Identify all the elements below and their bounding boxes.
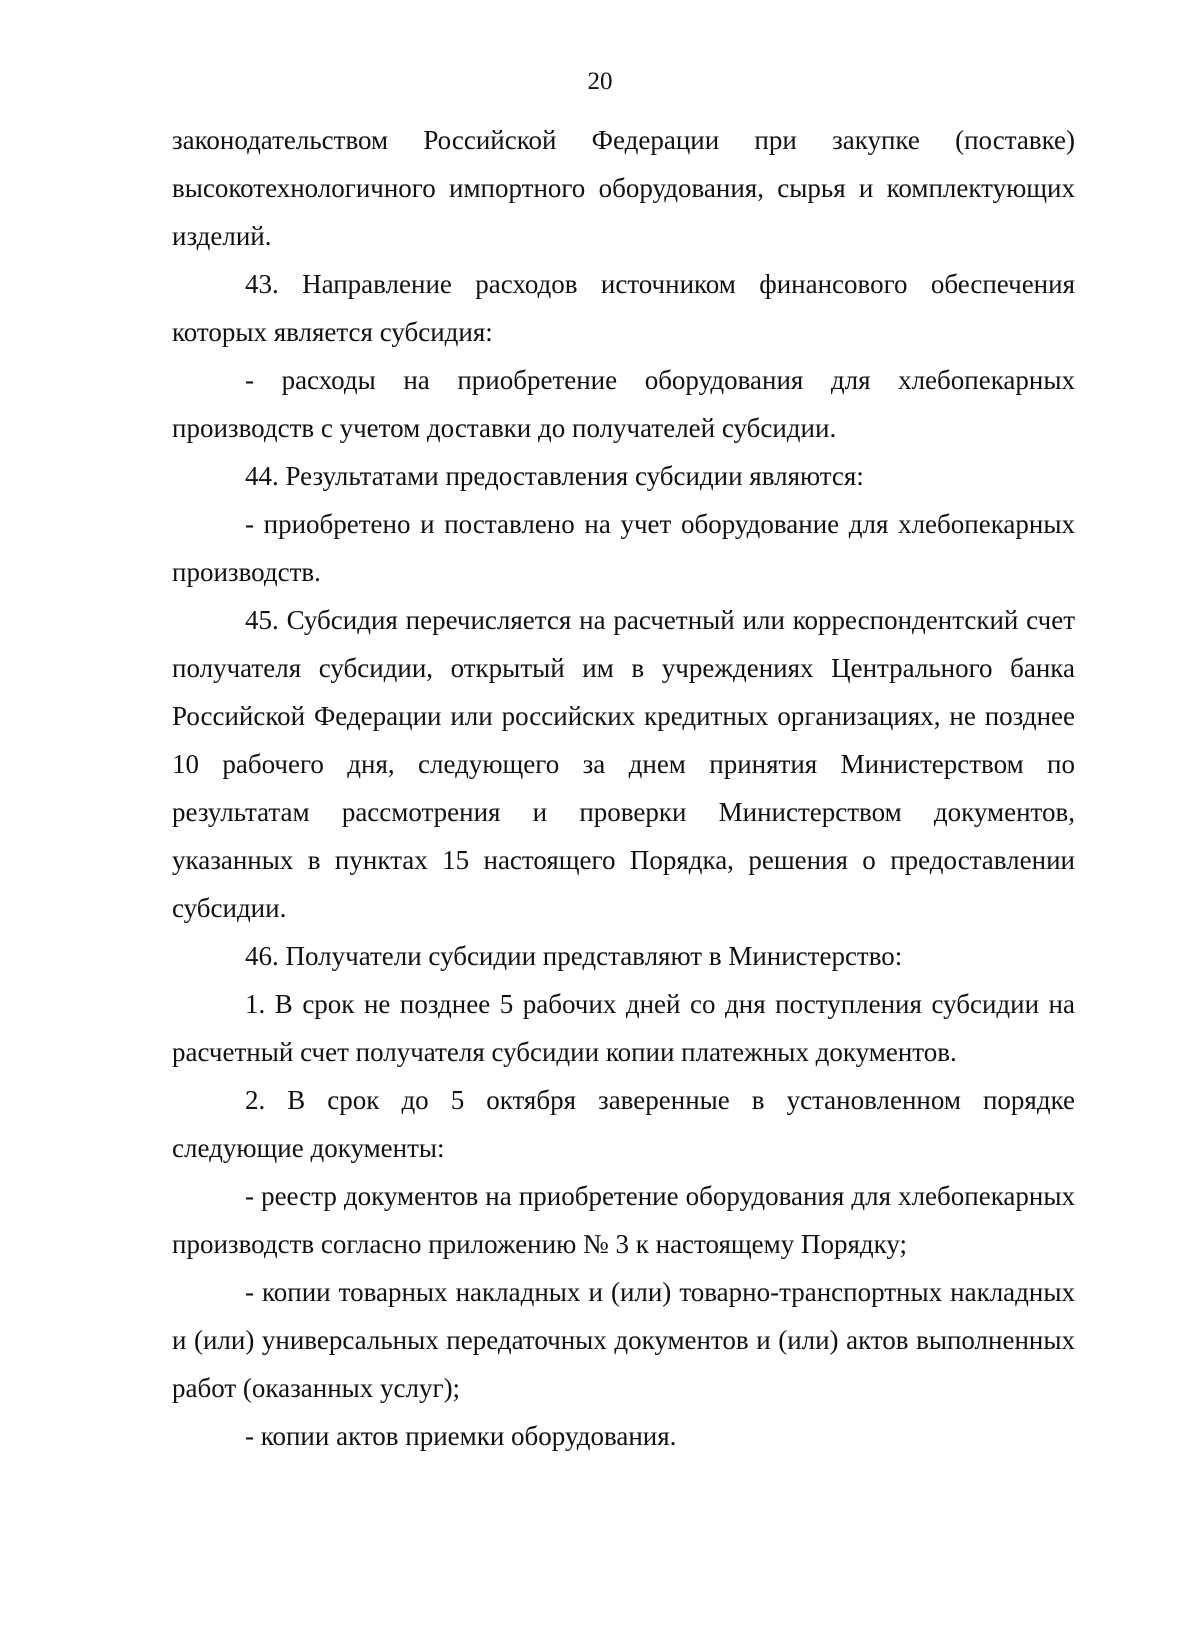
paragraph-item-45: 45. Субсидия перечисляется на расчетный или корреспондентский счет получателя субсидии, открытый им в учреждениях Центрального банка Российской Федерации или российских кредитных организациях, не позднее 10 рабочего дня, следующего за днем принятия Министерством по результатам рассмотрения и проверки Министерством документов, указанных в пунктах 15 настоящего Порядка, решения о предоставлении субсидии.: [172, 605, 1075, 923]
paragraph-item-44: 44. Результатами предоставления субсидии являются:: [245, 461, 864, 491]
paragraph-item-46-1: 1. В срок не позднее 5 рабочих дней со дня поступления субсидии на расчетный счет получателя субсидии копии платежных документов.: [172, 989, 1075, 1067]
document-body: [172, 116, 1075, 1460]
paragraph-item-46: 46. Получатели субсидии представляют в Министерство:: [245, 941, 903, 971]
paragraph-item-43: 43. Направление расходов источником финансового обеспечения которых является субсидия:: [172, 269, 1075, 347]
paragraph-item-43-bullet: - расходы на приобретение оборудования для хлебопекарных производств с учетом доставки до получателей субсидии.: [172, 365, 1075, 443]
page-number: 20: [587, 68, 613, 95]
paragraph-item-46-2-bullet-acceptance: - копии актов приемки оборудования.: [245, 1421, 677, 1451]
paragraph-item-46-2-bullet-registry: - реестр документов на приобретение оборудования для хлебопекарных производств согласно приложению № 3 к настоящему Порядку;: [172, 1181, 1075, 1259]
paragraph-continuation: законодательством Российской Федерации при закупке (поставке) высокотехнологичного импортного оборудования, сырья и комплектующих изделий.: [172, 125, 1075, 251]
paragraph-item-46-2-bullet-invoices: - копии товарных накладных и (или) товарно-транспортных накладных и (или) универсальных передаточных документов и (или) актов выполненных работ (оказанных услуг);: [172, 1277, 1075, 1403]
paragraph-item-46-2: 2. В срок до 5 октября заверенные в установленном порядке следующие документы:: [172, 1085, 1075, 1163]
paragraph-item-44-bullet: - приобретено и поставлено на учет оборудование для хлебопекарных производств.: [172, 509, 1075, 587]
